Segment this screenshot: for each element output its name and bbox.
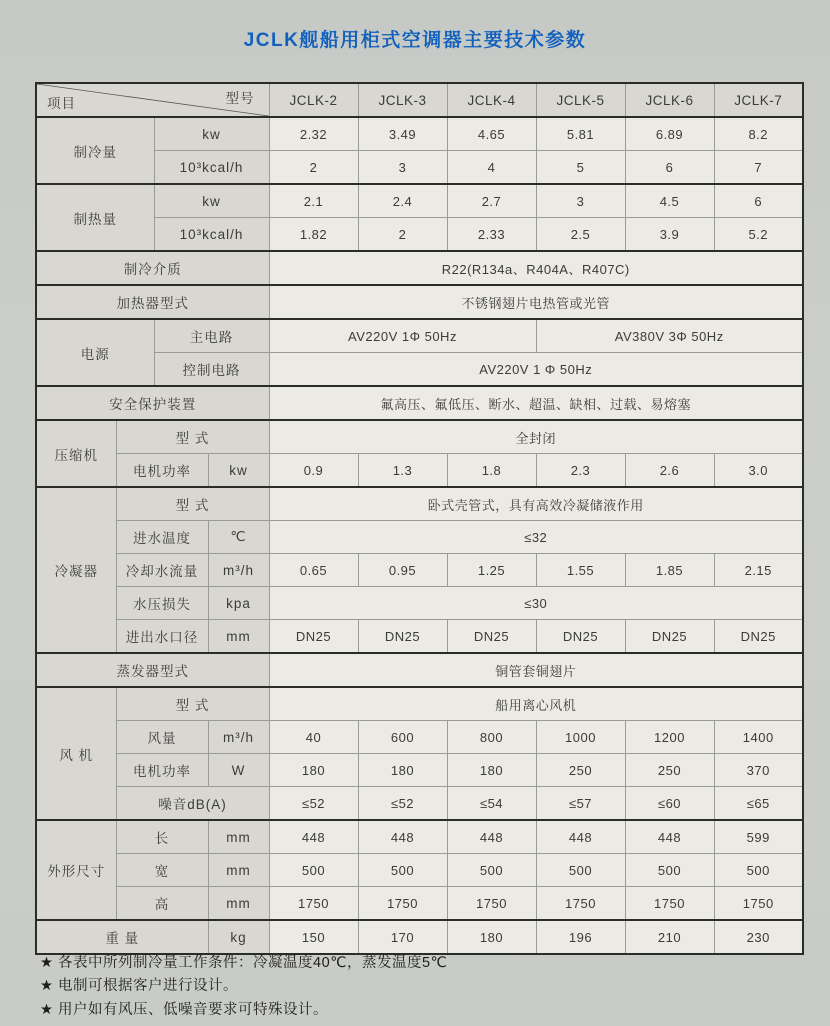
cell-value: 1.85 xyxy=(625,554,714,587)
cell-value: 3.9 xyxy=(625,218,714,252)
cell-value: 卧式壳管式，具有高效冷凝储液作用 xyxy=(269,487,803,521)
table-row xyxy=(36,920,803,954)
cell-value: AV380V 3Φ 50Hz xyxy=(536,319,803,353)
cell-value: 448 xyxy=(625,820,714,854)
row-label: 加热器型式 xyxy=(36,285,269,319)
cell-value: R22(R134a、R404A、R407C) xyxy=(269,251,803,285)
table-row xyxy=(36,319,803,353)
cell-value: 5.2 xyxy=(714,218,803,252)
row-label: 制热量 xyxy=(36,184,154,251)
cell-value: 170 xyxy=(358,920,447,954)
table-row xyxy=(36,554,803,587)
cell-value: 铜管套铜翅片 xyxy=(269,653,803,687)
table-row xyxy=(36,251,803,285)
cell-value: DN25 xyxy=(269,620,358,654)
cell-value: 196 xyxy=(536,920,625,954)
cell-value: 2.1 xyxy=(269,184,358,218)
cell-value: ≤52 xyxy=(269,787,358,821)
cell-value: 1000 xyxy=(536,721,625,754)
cell-value: DN25 xyxy=(447,620,536,654)
cell-value: 599 xyxy=(714,820,803,854)
cell-value: 500 xyxy=(625,854,714,887)
row-label: 高 xyxy=(116,887,208,921)
column-header: JCLK-7 xyxy=(714,83,803,117)
note-item: ★ 各表中所列制冷量工作条件：冷凝温度40℃，蒸发温度5℃ xyxy=(40,955,448,971)
table-row xyxy=(36,83,803,117)
row-label: 进出水口径 xyxy=(116,620,208,654)
cell-value: 不锈钢翅片电热管或光管 xyxy=(269,285,803,319)
row-label: kw xyxy=(208,454,269,488)
row-label: 噪音dB(A) xyxy=(116,787,269,821)
cell-value: 1.25 xyxy=(447,554,536,587)
cell-value: ≤65 xyxy=(714,787,803,821)
cell-value: 180 xyxy=(358,754,447,787)
cell-value: 2 xyxy=(269,151,358,185)
spec-table-wrapper xyxy=(35,82,804,955)
cell-value: 0.95 xyxy=(358,554,447,587)
cell-value: 4.65 xyxy=(447,117,536,151)
cell-value: 180 xyxy=(269,754,358,787)
cell-value: 5.81 xyxy=(536,117,625,151)
row-label: W xyxy=(208,754,269,787)
table-row xyxy=(36,117,803,151)
notes xyxy=(40,952,447,1022)
row-label: 制冷介质 xyxy=(36,251,269,285)
cell-value: 2.6 xyxy=(625,454,714,488)
row-label: ℃ xyxy=(208,521,269,554)
cell-value: 1750 xyxy=(358,887,447,921)
column-header: JCLK-6 xyxy=(625,83,714,117)
cell-value: 5 xyxy=(536,151,625,185)
corner-model-label: 型号 xyxy=(225,91,255,106)
cell-value: 2.4 xyxy=(358,184,447,218)
row-label: 10³kcal/h xyxy=(154,218,269,252)
row-label: mm xyxy=(208,620,269,654)
cell-value: 8.2 xyxy=(714,117,803,151)
row-label: 进水温度 xyxy=(116,521,208,554)
table-row xyxy=(36,820,803,854)
cell-value: 3 xyxy=(536,184,625,218)
cell-value: 150 xyxy=(269,920,358,954)
cell-value: DN25 xyxy=(714,620,803,654)
table-row xyxy=(36,687,803,721)
spec-table xyxy=(35,82,804,955)
table-row xyxy=(36,587,803,620)
table-row xyxy=(36,854,803,887)
cell-value: 210 xyxy=(625,920,714,954)
cell-value: 40 xyxy=(269,721,358,754)
cell-value: 1400 xyxy=(714,721,803,754)
cell-value: 250 xyxy=(625,754,714,787)
table-row xyxy=(36,420,803,454)
cell-value: 4.5 xyxy=(625,184,714,218)
cell-value: 500 xyxy=(536,854,625,887)
row-label: 冷凝器 xyxy=(36,487,116,653)
cell-value: 6 xyxy=(625,151,714,185)
row-label: 宽 xyxy=(116,854,208,887)
row-label: kw xyxy=(154,184,269,218)
corner-cell xyxy=(36,83,269,117)
row-label: 电源 xyxy=(36,319,154,386)
cell-value: 2.5 xyxy=(536,218,625,252)
row-label: 外形尺寸 xyxy=(36,820,116,920)
table-row xyxy=(36,386,803,420)
cell-value: 370 xyxy=(714,754,803,787)
cell-value: DN25 xyxy=(358,620,447,654)
cell-value: 3.0 xyxy=(714,454,803,488)
row-label: 安全保护装置 xyxy=(36,386,269,420)
cell-value: ≤54 xyxy=(447,787,536,821)
cell-value: 1.8 xyxy=(447,454,536,488)
table-row xyxy=(36,454,803,488)
table-row xyxy=(36,887,803,921)
cell-value: 1750 xyxy=(714,887,803,921)
row-label: mm xyxy=(208,854,269,887)
cell-value: ≤60 xyxy=(625,787,714,821)
cell-value: ≤30 xyxy=(269,587,803,620)
row-label: 重 量 xyxy=(36,920,208,954)
row-label: 风 机 xyxy=(36,687,116,820)
cell-value: ≤32 xyxy=(269,521,803,554)
row-label: 型 式 xyxy=(116,420,269,454)
cell-value: 0.65 xyxy=(269,554,358,587)
cell-value: 500 xyxy=(714,854,803,887)
row-label: m³/h xyxy=(208,554,269,587)
cell-value: 船用离心风机 xyxy=(269,687,803,721)
cell-value: AV220V 1 Φ 50Hz xyxy=(269,353,803,387)
cell-value: 1750 xyxy=(269,887,358,921)
row-label: 蒸发器型式 xyxy=(36,653,269,687)
cell-value: 500 xyxy=(447,854,536,887)
cell-value: 2.7 xyxy=(447,184,536,218)
cell-value: 2.33 xyxy=(447,218,536,252)
cell-value: 7 xyxy=(714,151,803,185)
cell-value: 448 xyxy=(358,820,447,854)
table-row xyxy=(36,787,803,821)
cell-value: 全封闭 xyxy=(269,420,803,454)
cell-value: 1750 xyxy=(625,887,714,921)
cell-value: 6 xyxy=(714,184,803,218)
table-row xyxy=(36,285,803,319)
column-header: JCLK-3 xyxy=(358,83,447,117)
cell-value: 600 xyxy=(358,721,447,754)
cell-value: 1750 xyxy=(447,887,536,921)
cell-value: ≤52 xyxy=(358,787,447,821)
table-row xyxy=(36,521,803,554)
row-label: mm xyxy=(208,820,269,854)
cell-value: 180 xyxy=(447,920,536,954)
row-label: 电机功率 xyxy=(116,754,208,787)
row-label: 型 式 xyxy=(116,687,269,721)
cell-value: 3 xyxy=(358,151,447,185)
column-header: JCLK-2 xyxy=(269,83,358,117)
table-row xyxy=(36,487,803,521)
table-row xyxy=(36,721,803,754)
cell-value: 2.32 xyxy=(269,117,358,151)
cell-value: 2.15 xyxy=(714,554,803,587)
cell-value: 1.82 xyxy=(269,218,358,252)
table-row xyxy=(36,620,803,654)
corner-items-label: 项目 xyxy=(47,96,76,111)
cell-value: 1200 xyxy=(625,721,714,754)
cell-value: 800 xyxy=(447,721,536,754)
row-label: 风量 xyxy=(116,721,208,754)
row-label: 水压损失 xyxy=(116,587,208,620)
table-row xyxy=(36,754,803,787)
cell-value: 500 xyxy=(358,854,447,887)
cell-value: 2.3 xyxy=(536,454,625,488)
table-row xyxy=(36,184,803,218)
page-title: JCLK舰船用柜式空调器主要技术参数 xyxy=(243,30,587,51)
cell-value: 氟高压、氟低压、断水、超温、缺相、过载、易熔塞 xyxy=(269,386,803,420)
cell-value: 448 xyxy=(269,820,358,854)
cell-value: 0.9 xyxy=(269,454,358,488)
row-label: 型 式 xyxy=(116,487,269,521)
row-label: m³/h xyxy=(208,721,269,754)
cell-value: 1750 xyxy=(536,887,625,921)
cell-value: 448 xyxy=(447,820,536,854)
note-item: ★ 用户如有风压、低噪音要求可特殊设计。 xyxy=(40,1001,329,1018)
cell-value: DN25 xyxy=(625,620,714,654)
cell-value: ≤57 xyxy=(536,787,625,821)
row-label: 电机功率 xyxy=(116,454,208,488)
row-label: kw xyxy=(154,117,269,151)
row-label: kpa xyxy=(208,587,269,620)
cell-value: DN25 xyxy=(536,620,625,654)
cell-value: 4 xyxy=(447,151,536,185)
cell-value: 250 xyxy=(536,754,625,787)
row-label: kg xyxy=(208,920,269,954)
row-label: 冷却水流量 xyxy=(116,554,208,587)
spec-table-body xyxy=(36,83,803,954)
cell-value: 1.55 xyxy=(536,554,625,587)
row-label: 10³kcal/h xyxy=(154,151,269,185)
cell-value: 448 xyxy=(536,820,625,854)
row-label: 压缩机 xyxy=(36,420,116,487)
row-label: 制冷量 xyxy=(36,117,154,184)
cell-value: 500 xyxy=(269,854,358,887)
row-label: 控制电路 xyxy=(154,353,269,387)
cell-value: 3.49 xyxy=(358,117,447,151)
row-label: mm xyxy=(208,887,269,921)
note-item: ★ 电制可根据客户进行设计。 xyxy=(40,978,239,995)
cell-value: 2 xyxy=(358,218,447,252)
cell-value: 1.3 xyxy=(358,454,447,488)
row-label: 主电路 xyxy=(154,319,269,353)
cell-value: AV220V 1Φ 50Hz xyxy=(269,319,536,353)
table-row xyxy=(36,653,803,687)
column-header: JCLK-5 xyxy=(536,83,625,117)
column-header: JCLK-4 xyxy=(447,83,536,117)
row-label: 长 xyxy=(116,820,208,854)
cell-value: 230 xyxy=(714,920,803,954)
cell-value: 180 xyxy=(447,754,536,787)
cell-value: 6.89 xyxy=(625,117,714,151)
